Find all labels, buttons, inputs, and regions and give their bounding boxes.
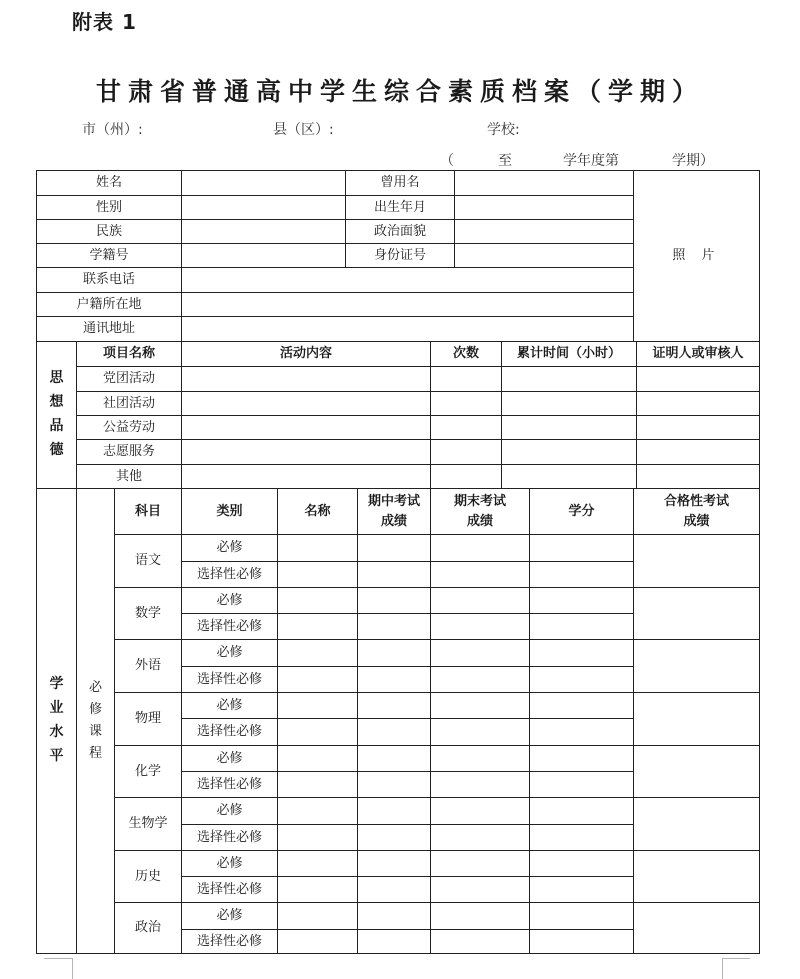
school-label: 学校: (487, 122, 520, 138)
type-selective: 选择性必修 (196, 881, 262, 897)
header-midterm: 期中考试成绩 (367, 494, 420, 529)
gender-field[interactable] (182, 196, 345, 219)
type-required: 必修 (216, 803, 243, 819)
page-corner-mark-left-h (44, 958, 72, 959)
photo-box[interactable] (634, 171, 759, 341)
moral-item-party: 党团活动 (102, 371, 155, 387)
former-name-field[interactable] (455, 171, 633, 195)
type-required: 必修 (216, 908, 243, 924)
header-final: 期末考试成绩 (453, 494, 506, 529)
birth-label: 出生年月 (373, 199, 426, 215)
subject-chinese: 语文 (134, 553, 161, 569)
page-corner-mark-right (722, 958, 723, 979)
type-required: 必修 (216, 855, 243, 871)
subject-foreign-language: 外语 (134, 658, 161, 674)
county-label: 县（区）: (273, 122, 334, 138)
subject-politics: 政治 (134, 920, 161, 936)
term-close-label: 学期） (672, 153, 714, 169)
type-required: 必修 (216, 540, 243, 556)
moral-item-volunteer: 志愿服务 (102, 444, 155, 460)
header-course-name: 名称 (304, 503, 331, 519)
type-required: 必修 (216, 697, 243, 713)
political-label: 政治面貌 (373, 223, 426, 239)
appendix-label: 附表 1 (72, 10, 137, 34)
academic-section-label: 学业水平 (49, 676, 64, 764)
type-required: 必修 (216, 645, 243, 661)
phone-field[interactable] (182, 268, 633, 292)
subject-chemistry: 化学 (134, 763, 161, 779)
moral-item-other: 其他 (115, 468, 142, 484)
moral-header-hours: 累计时间（小时） (516, 346, 621, 362)
household-label: 户籍所在地 (76, 296, 142, 312)
type-required: 必修 (216, 750, 243, 766)
address-field[interactable] (182, 317, 633, 341)
year-open-paren: （ (440, 153, 454, 169)
header-category: 类别 (216, 503, 243, 519)
phone-label: 联系电话 (82, 272, 135, 288)
type-selective: 选择性必修 (196, 618, 262, 634)
student-id-label: 学籍号 (89, 247, 129, 263)
subject-physics: 物理 (134, 711, 161, 727)
header-credit: 学分 (568, 503, 595, 519)
type-selective: 选择性必修 (196, 933, 262, 949)
student-id-field[interactable] (182, 244, 345, 267)
type-selective: 选择性必修 (196, 776, 262, 792)
id-card-field[interactable] (455, 244, 633, 267)
type-selective: 选择性必修 (196, 724, 262, 740)
moral-header-count: 次数 (452, 346, 479, 362)
moral-header-content: 活动内容 (279, 346, 332, 362)
header-subject: 科目 (134, 503, 161, 519)
moral-header-verifier: 证明人或审核人 (652, 346, 744, 362)
moral-section-label: 思想品德 (49, 370, 64, 458)
household-field[interactable] (182, 293, 633, 316)
political-field[interactable] (455, 220, 633, 243)
moral-header-item: 项目名称 (102, 346, 155, 362)
ethnicity-field[interactable] (182, 220, 345, 243)
name-label: 姓名 (95, 175, 122, 191)
photo-label: 照 片 (672, 248, 721, 264)
id-card-label: 身份证号 (373, 247, 426, 263)
subject-math: 数学 (134, 605, 161, 621)
moral-item-club: 社团活动 (102, 395, 155, 411)
header-qualification: 合格性考试成绩 (663, 494, 729, 529)
type-required: 必修 (216, 592, 243, 608)
type-selective: 选择性必修 (196, 566, 262, 582)
gender-label: 性别 (95, 199, 122, 215)
year-term-label: 学年度第 (563, 153, 619, 169)
subject-history: 历史 (134, 868, 161, 884)
type-selective: 选择性必修 (196, 829, 262, 845)
ethnicity-label: 民族 (95, 223, 122, 239)
city-label: 市（州）: (82, 122, 143, 138)
required-course-label: 必修课程 (88, 679, 102, 762)
year-to-label: 至 (498, 153, 512, 169)
address-label: 通讯地址 (82, 321, 135, 337)
moral-item-labor: 公益劳动 (102, 419, 155, 435)
former-name-label: 曾用名 (380, 175, 420, 191)
form-title: 甘肃省普通高中学生综合素质档案（学期） (95, 77, 704, 106)
birth-field[interactable] (455, 196, 633, 219)
name-field[interactable] (182, 171, 345, 195)
type-selective: 选择性必修 (196, 671, 262, 687)
subject-biology: 生物学 (128, 816, 168, 832)
page-corner-mark-right-h (722, 958, 750, 959)
page-corner-mark-left (72, 958, 73, 979)
